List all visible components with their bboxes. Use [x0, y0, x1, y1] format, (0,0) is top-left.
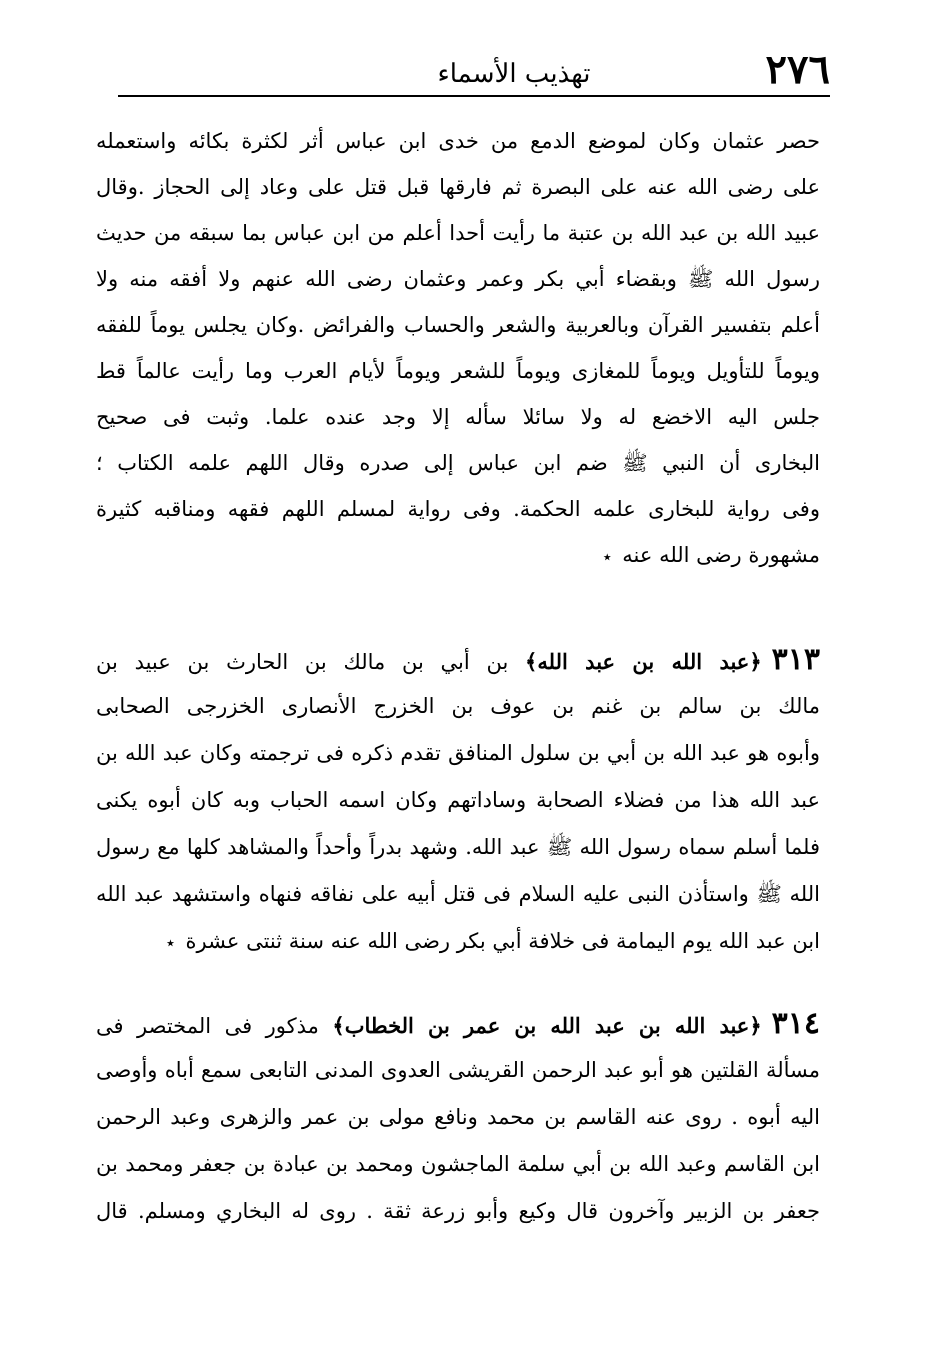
entry-continuation	[96, 118, 820, 578]
text-line: البخارى أن النبي ﷺ ضم ابن عباس إلى صدره وقال اللهم علمه الكتاب ؛	[96, 451, 820, 475]
open-bracket-icon: ﴿	[749, 1013, 762, 1038]
text-line: وفى رواية للبخارى علمه الحكمة. وفى رواية لمسلم اللهم فقهه ومناقبه كثيرة	[96, 497, 820, 521]
close-bracket-icon: ﴾	[332, 1013, 345, 1038]
text-line: ويوماً للتأويل ويوماً للمغازى ويوماً للشعر ويوماً لأيام العرب وما رأيت عالماً قط	[96, 359, 820, 383]
page-number: ٢٧٦	[765, 46, 830, 93]
entry-313	[96, 636, 820, 965]
text-line: مسألة القلتين هو أبو عبد الرحمن القريشى العدوى المدنى التابعى سمع أباه وأوصى	[96, 1058, 820, 1082]
text-line: أعلم بتفسير القرآن وبالعربية والشعر والحساب والفرائض .وكان يجلس يوماً للفقه	[96, 313, 820, 337]
text-line: جلس اليه الاخضع له ولا سائلا سأله إلا وجد عنده علما. وثبت فى صحيح	[96, 405, 820, 429]
text-line: عبيد الله بن عبد الله بن عتبة ما رأيت أحدا أعلم من ابن عباس بما سبقه من حديث	[96, 221, 820, 245]
text-line: حصر عثمان وكان لموضع الدمع من خدى ابن عباس أثر لكثرة بكائه واستعمله	[96, 129, 820, 153]
text-line: ابن القاسم وعبد الله بن أبي سلمة الماجشون ومحمد بن عبادة بن جعفر ومحمد بن	[96, 1152, 820, 1176]
text-line: اليه أبوه . روى عنه القاسم بن محمد ونافع مولى بن عمر والزهرى وعبد الرحمن	[96, 1105, 820, 1129]
text-line: مالك بن سالم بن غنم بن عوف بن الخزرج الأنصارى الخزرجى الصحابى	[96, 694, 820, 718]
close-bracket-icon: ﴾	[525, 649, 538, 674]
header-rule	[118, 95, 830, 97]
entry-314	[96, 1000, 820, 1235]
text-line: وأبوه هو عبد الله بن أبي بن سلول المنافق تقدم ذكره فى ترجمته وكان عبد الله بن	[96, 741, 820, 765]
text-line: الله ﷺ واستأذن النبى عليه السلام فى قتل أبيه على نفاقه فنهاه واستشهد عبد الله	[96, 882, 820, 906]
end-mark: ٭	[166, 933, 175, 952]
text-line: عبد الله هذا من فضلاء الصحابة وساداتهم وكان اسمه الحباب وبه كان أبوه يكنى	[96, 788, 820, 812]
text-line-last	[96, 532, 820, 578]
text-line: مذكور فى المختصر فى	[96, 1014, 319, 1038]
text-line: فلما أسلم سماه رسول الله ﷺ عبد الله. وشهد بدراً وأحداً والمشاهد كلها مع رسول	[96, 835, 820, 859]
entry-name: عبد الله بن عبد الله	[537, 649, 750, 674]
text-line: مشهورة رضى الله عنه	[622, 543, 820, 567]
text-line: على رضى الله عنه على البصرة ثم فارقها قبل قتل على وعاد إلى الحجاز .وقال	[96, 175, 820, 199]
text-line: رسول الله ﷺ وبقضاء أبي بكر وعمر وعثمان رضى الله عنهم ولا أفقه منه ولا	[96, 267, 820, 291]
text-line: ابن عبد الله يوم اليمامة فى خلافة أبي بكر رضى الله عنه سنة ثنتى عشرة	[185, 929, 820, 953]
running-title: تهذيب الأسماء	[437, 59, 591, 89]
page-header	[118, 40, 830, 98]
text-line: بن أبي بن مالك بن الحارث بن عبيد بن	[96, 650, 509, 674]
text-line: جعفر بن الزبير وآخرون قال وكيع وأبو زرعة ثقة . روى له البخاري ومسلم. قال	[96, 1199, 820, 1223]
entry-name: عبد الله بن عبد الله بن عمر بن الخطاب	[344, 1013, 750, 1038]
entry-number: ٣١٤	[771, 1006, 820, 1041]
entry-heading-line	[96, 636, 820, 683]
open-bracket-icon: ﴿	[749, 649, 762, 674]
end-mark: ٭	[602, 547, 612, 566]
entry-heading-line	[96, 1000, 820, 1047]
entry-number: ٣١٣	[771, 642, 820, 677]
text-line-last	[96, 918, 820, 965]
